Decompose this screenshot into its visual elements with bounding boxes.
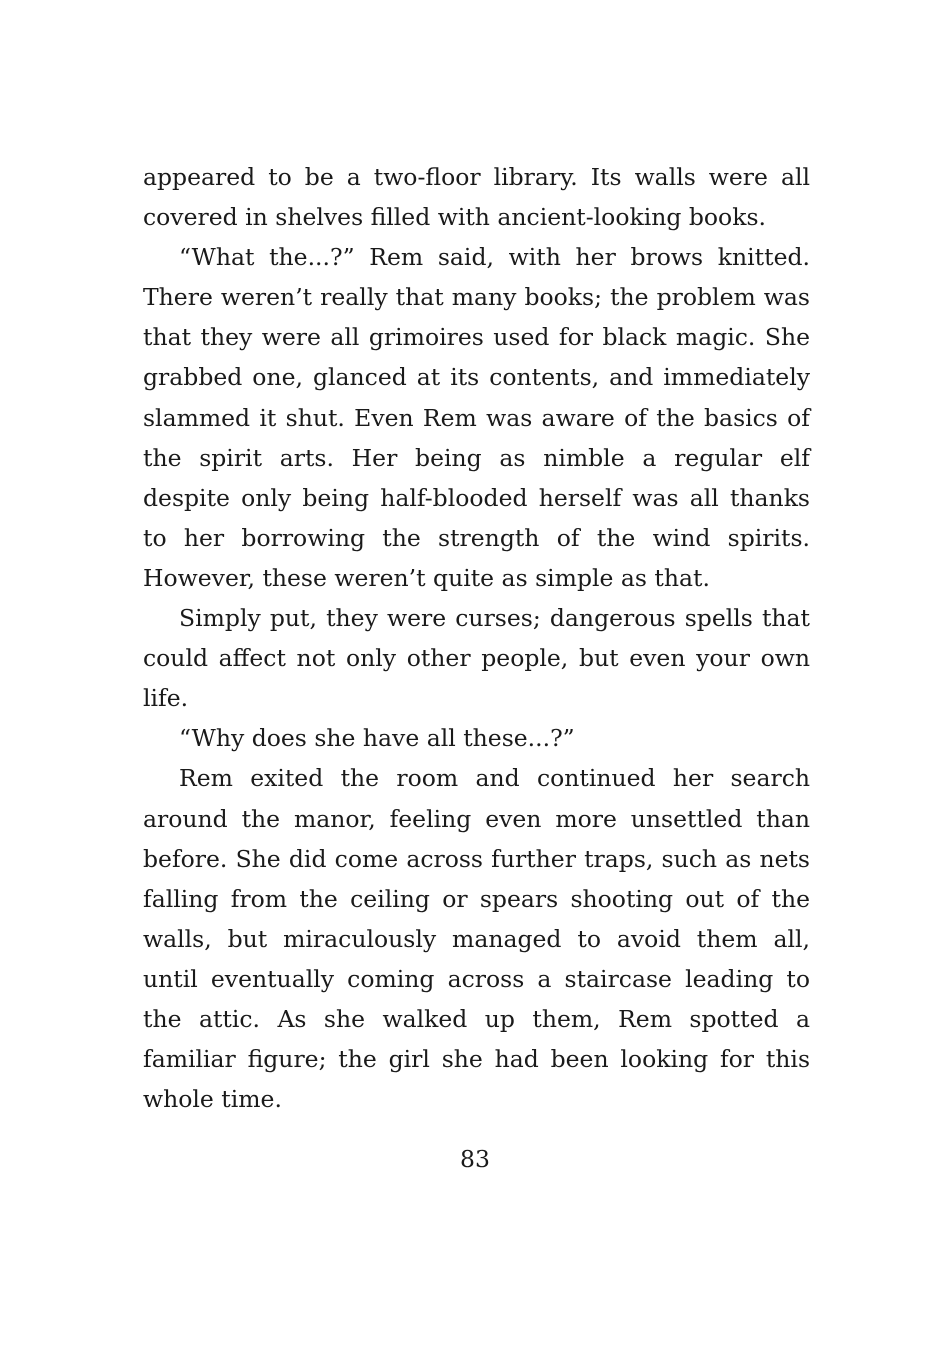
body-text [143, 157, 810, 1119]
paragraph: Rem exited the room and continued her search around the manor, feeling even more unsettled than before. She did come across further traps, such as nets falling from the ceiling or spears shooting out of the walls, but miraculously managed to avoid them all, until eventually coming across a staircase leading to the attic. As she walked up them, Rem spotted a familiar figure; the girl she had been looking for this whole time. [143, 764, 810, 1114]
page-number: 83 [460, 1145, 490, 1173]
paragraph: “Why does she have all these...?” [179, 724, 575, 753]
paragraph: Simply put, they were curses; dangerous spells that could affect not only other people, but even your own life. [143, 604, 810, 713]
paragraph-continuation: appeared to be a two-floor library. Its walls were all covered in shelves filled with ancient-looking books. [143, 163, 810, 232]
paragraph: “What the...?” Rem said, with her brows knitted. There weren’t really that many books; the problem was that they were all grimoires used for black magic. She grabbed one, glanced at its contents, and immediately slammed it shut. Even Rem was aware of the basics of the spirit arts. Her being as nimble a regular elf despite only being half-blooded herself was all thanks to her borrowing the strength of the wind spirits. However, these weren’t quite as simple as that. [143, 243, 810, 592]
